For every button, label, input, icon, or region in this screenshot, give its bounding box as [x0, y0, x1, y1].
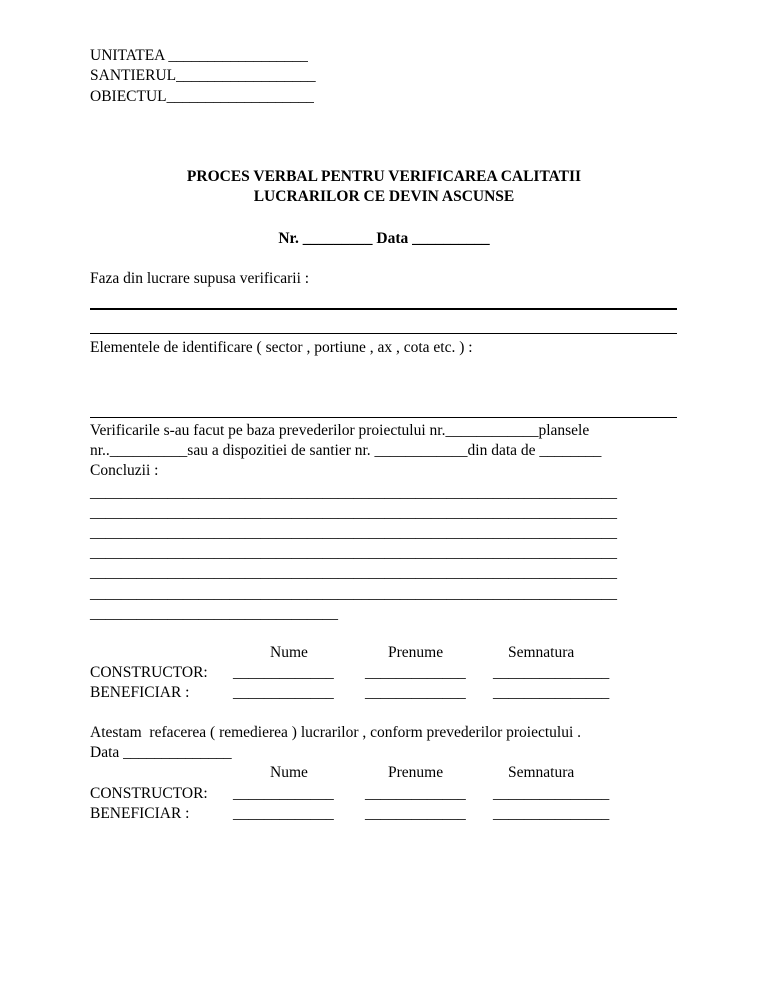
- atestare-data: Data ______________: [90, 744, 232, 761]
- beneficiar-prenume-blank: _____________: [365, 684, 466, 701]
- elemente-rule: [90, 417, 677, 418]
- concluzii-line: ________________________________: [90, 605, 338, 622]
- column-header-prenume: Prenume: [388, 644, 444, 661]
- column-header-semnatura: Semnatura: [508, 764, 575, 781]
- verificari-line2: nr..__________sau a dispozitiei de santier nr. ____________din data de ________: [90, 442, 602, 459]
- concluzii-line: ____________________________________________________________________: [90, 484, 617, 501]
- beneficiar-label: BENEFICIAR :: [90, 684, 190, 701]
- beneficiar-semnatura-blank: _______________: [493, 805, 610, 822]
- column-header-prenume: Prenume: [388, 764, 444, 781]
- faza-label: Faza din lucrare supusa verificarii :: [90, 270, 310, 287]
- nr-data-line: Nr. _________ Data __________: [278, 230, 490, 247]
- column-header-nume: Nume: [270, 764, 308, 781]
- verificari-line1: Verificarile s-au facut pe baza prevederilor proiectului nr.____________plansele: [90, 422, 590, 439]
- constructor-label: CONSTRUCTOR:: [90, 664, 208, 681]
- concluzii-line: ____________________________________________________________________: [90, 564, 617, 581]
- constructor-prenume-blank: _____________: [365, 664, 466, 681]
- constructor-label: CONSTRUCTOR:: [90, 785, 208, 802]
- constructor-nume-blank: _____________: [233, 664, 334, 681]
- obiectul-line: OBIECTUL___________________: [90, 88, 314, 105]
- elemente-label: Elementele de identificare ( sector , portiune , ax , cota etc. ) :: [90, 339, 473, 356]
- beneficiar-prenume-blank: _____________: [365, 805, 466, 822]
- document-title-line2: LUCRARILOR CE DEVIN ASCUNSE: [253, 188, 515, 205]
- concluzii-line: ____________________________________________________________________: [90, 585, 617, 602]
- constructor-semnatura-blank: _______________: [493, 664, 610, 681]
- concluzii-line: ____________________________________________________________________: [90, 504, 617, 521]
- atestare-text: Atestam refacerea ( remedierea ) lucrarilor , conform prevederilor proiectului .: [90, 724, 582, 741]
- beneficiar-nume-blank: _____________: [233, 684, 334, 701]
- constructor-semnatura-blank: _______________: [493, 785, 610, 802]
- faza-rule-2: [90, 333, 677, 334]
- constructor-nume-blank: _____________: [233, 785, 334, 802]
- santierul-line: SANTIERUL__________________: [90, 67, 316, 84]
- faza-rule: [90, 308, 677, 310]
- beneficiar-nume-blank: _____________: [233, 805, 334, 822]
- document-title-line1: PROCES VERBAL PENTRU VERIFICAREA CALITATII: [186, 168, 582, 185]
- concluzii-label: Concluzii :: [90, 462, 159, 479]
- column-header-semnatura: Semnatura: [508, 644, 575, 661]
- column-header-nume: Nume: [270, 644, 308, 661]
- concluzii-line: ____________________________________________________________________: [90, 524, 617, 541]
- unitatea-line: UNITATEA __________________: [90, 47, 308, 64]
- constructor-prenume-blank: _____________: [365, 785, 466, 802]
- beneficiar-semnatura-blank: _______________: [493, 684, 610, 701]
- beneficiar-label: BENEFICIAR :: [90, 805, 190, 822]
- concluzii-line: ____________________________________________________________________: [90, 544, 617, 561]
